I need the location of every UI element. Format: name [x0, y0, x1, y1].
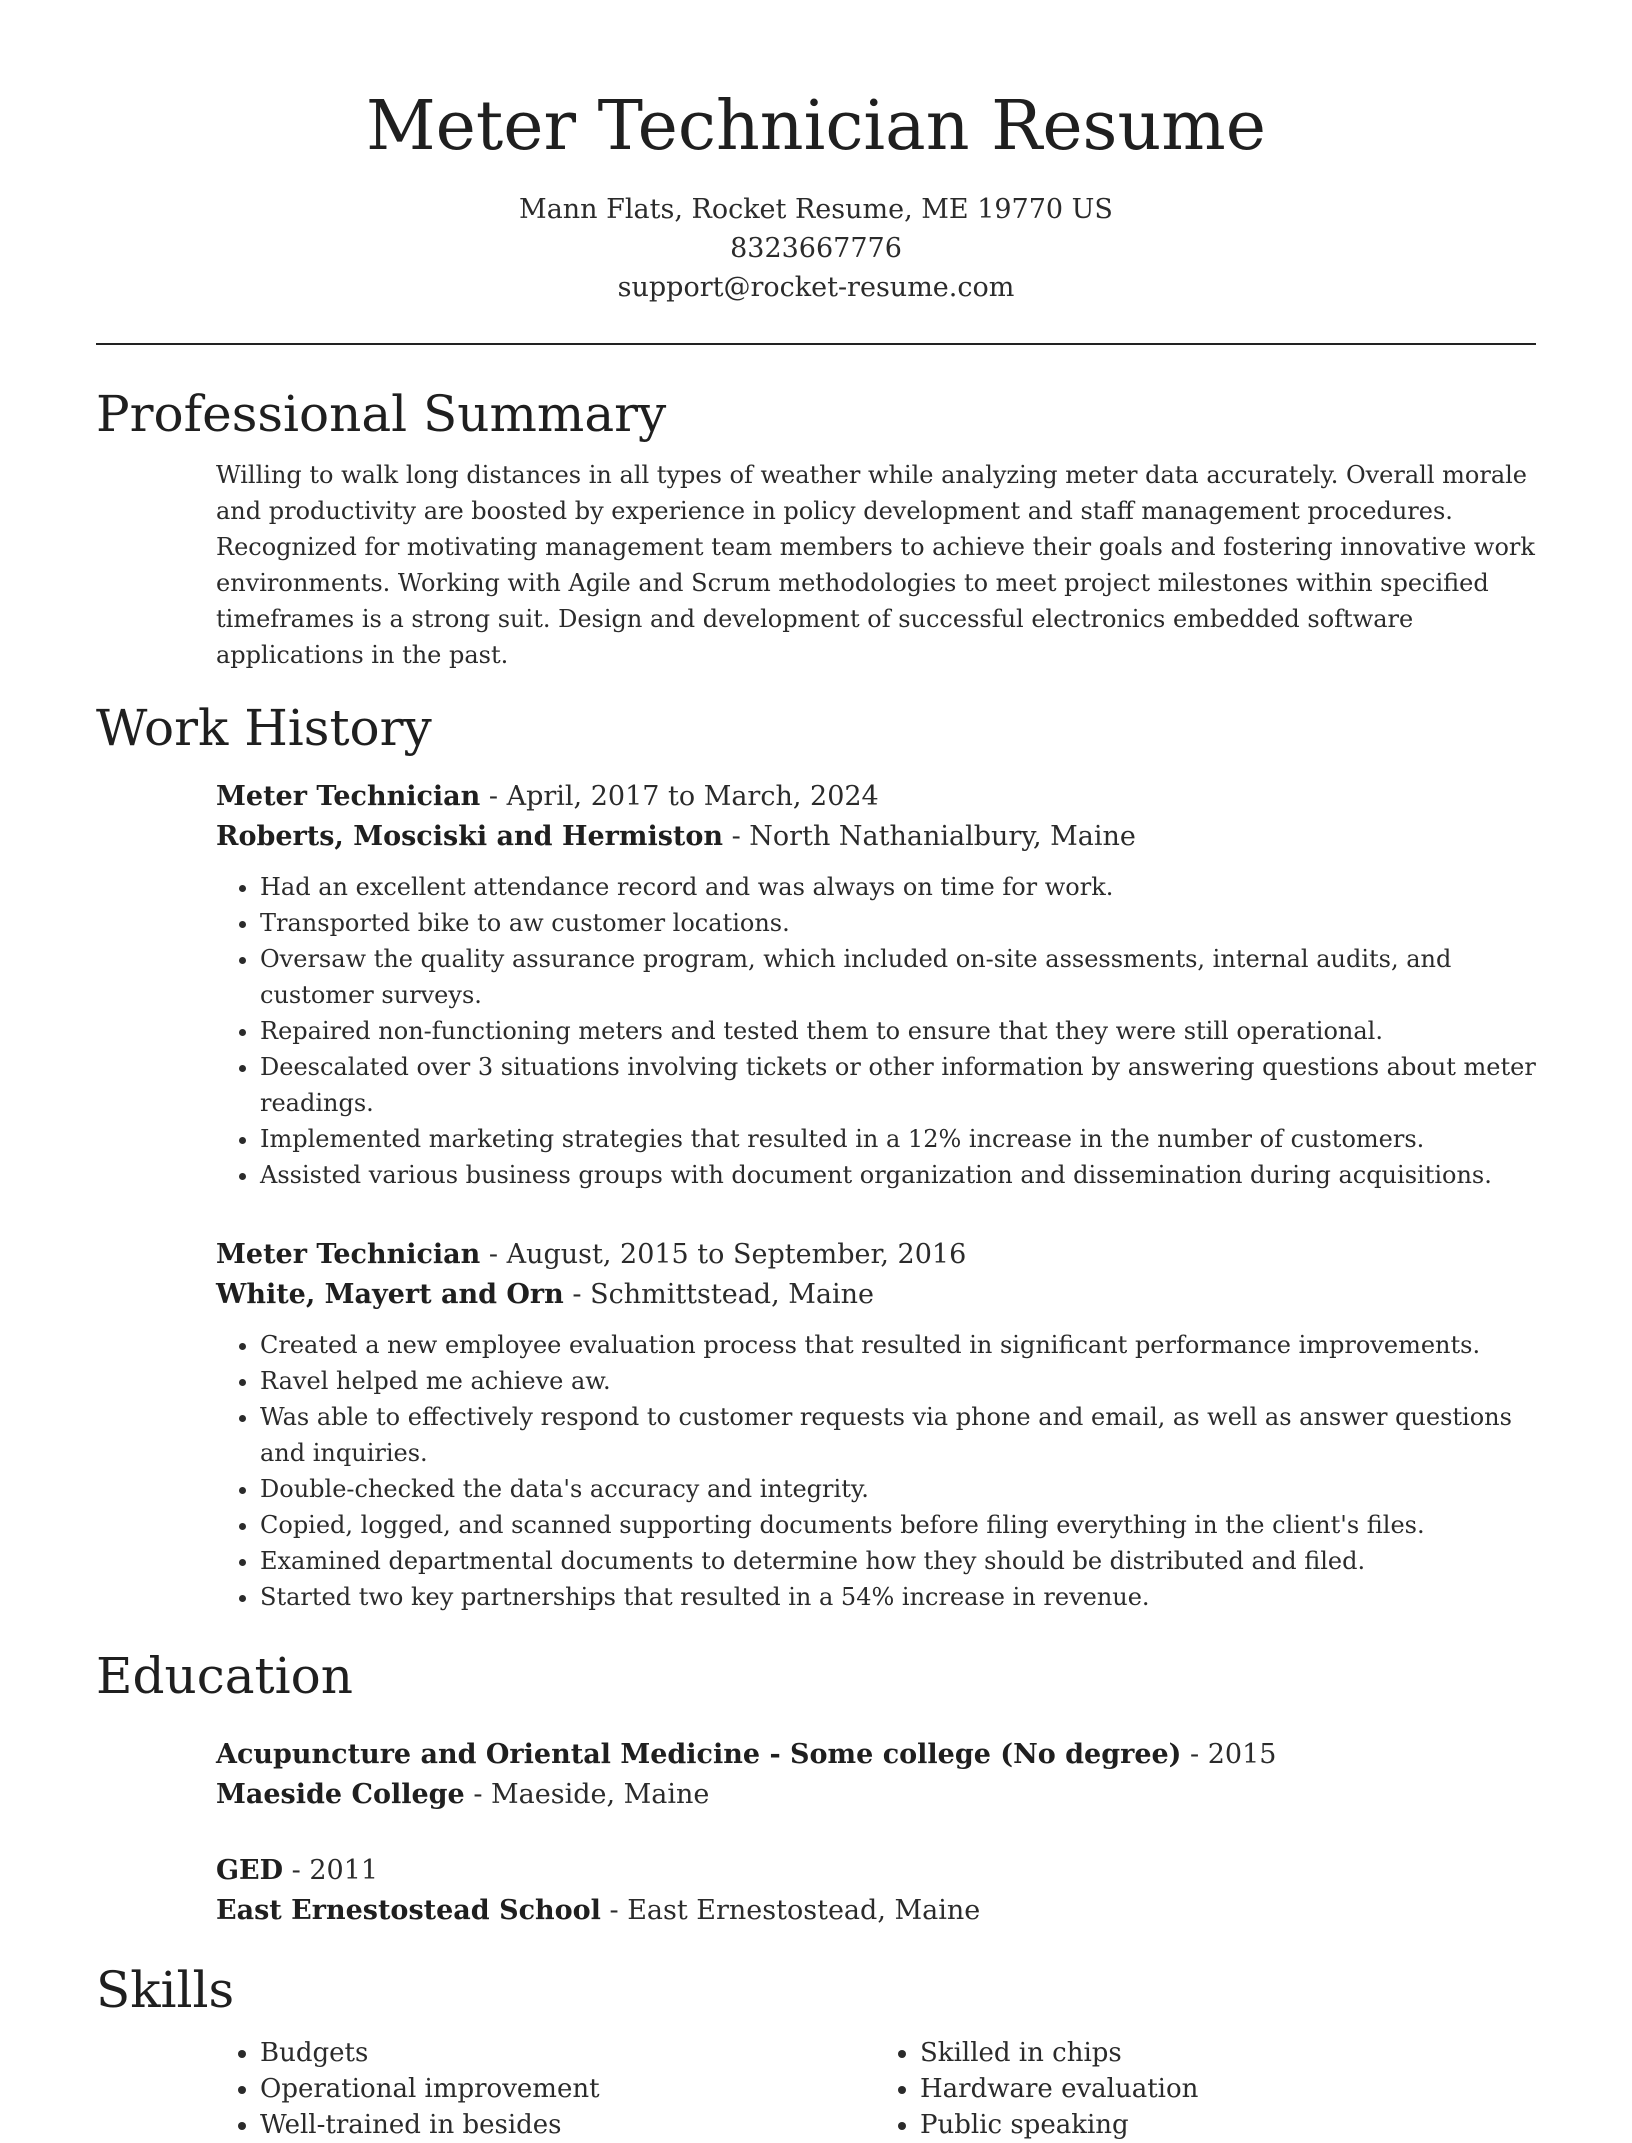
list-item: • Oversaw the quality assurance program, which included on-site assessments, internal audits, and customer surveys. [260, 941, 1536, 1013]
company-name: White, Mayert and Orn [216, 1279, 564, 1310]
job-bullets [216, 1327, 1536, 1615]
skills-heading: Skills [96, 1961, 235, 2019]
resume-page [96, 0, 1536, 2143]
job-dates: - August, 2015 to September, 2016 [480, 1239, 967, 1270]
skill-item: • Hardware evaluation [920, 2071, 1536, 2107]
degree-line [216, 1735, 1536, 1775]
school-name: East Ernestostead School [216, 1895, 601, 1926]
job-title-line [216, 777, 1536, 817]
resume-title: Meter Technician Resume [366, 87, 1266, 166]
work-history-heading: Work History [96, 699, 432, 757]
skills-list [216, 2035, 1536, 2143]
graduation-year: - 2011 [283, 1855, 379, 1886]
address: Mann Flats, Rocket Resume, ME 19770 US [519, 194, 1113, 225]
list-item: • Double-checked the data's accuracy and integrity. [260, 1471, 1536, 1507]
list-item: • Started two key partnerships that resulted in a 54% increase in revenue. [260, 1579, 1536, 1615]
school-line [216, 1775, 1536, 1815]
job-dates: - April, 2017 to March, 2024 [480, 781, 879, 812]
skill-item: • Well-trained in besides [260, 2107, 876, 2143]
company-location: - Schmittstead, Maine [563, 1279, 875, 1310]
header-divider [96, 343, 1536, 345]
job-company-line [216, 817, 1536, 857]
skills-column-left [216, 2035, 876, 2143]
job-title-line [216, 1235, 1536, 1275]
list-item: • Deescalated over 3 situations involving tickets or other information by answering questions about meter readings. [260, 1049, 1536, 1121]
job-company-line [216, 1275, 1536, 1315]
email: support@rocket-resume.com [617, 272, 1015, 303]
list-item: • Examined departmental documents to determine how they should be distributed and filed. [260, 1543, 1536, 1579]
phone: 8323667776 [730, 233, 902, 264]
list-item: • Copied, logged, and scanned supporting documents before filing everything in the client's files. [260, 1507, 1536, 1543]
degree: Acupuncture and Oriental Medicine - Some college (No degree) [216, 1739, 1182, 1770]
skill-item: • Operational improvement [260, 2071, 876, 2107]
summary-heading: Professional Summary [96, 385, 667, 443]
education-list [216, 1735, 1536, 1931]
skill-item: • Public speaking [920, 2107, 1536, 2143]
list-item: • Implemented marketing strategies that resulted in a 12% increase in the number of customers. [260, 1121, 1536, 1157]
school-line [216, 1891, 1536, 1931]
skills-column-right [876, 2035, 1536, 2143]
list-item: • Ravel helped me achieve aw. [260, 1363, 1536, 1399]
job-bullets [216, 869, 1536, 1193]
list-item: • Was able to effectively respond to customer requests via phone and email, as well as answer questions and inquiries. [260, 1399, 1536, 1471]
education-heading: Education [96, 1647, 353, 1705]
job-entry [216, 777, 1536, 1193]
work-history-list [216, 777, 1536, 1615]
school-location: - Maeside, Maine [464, 1779, 710, 1810]
list-item: • Assisted various business groups with document organization and dissemination during acquisitions. [260, 1157, 1536, 1193]
school-name: Maeside College [216, 1779, 465, 1810]
list-item: • Created a new employee evaluation process that resulted in significant performance improvements. [260, 1327, 1536, 1363]
graduation-year: - 2015 [1181, 1739, 1277, 1770]
degree-line [216, 1851, 1536, 1891]
list-item: • Transported bike to aw customer locations. [260, 905, 1536, 941]
job-title: Meter Technician [216, 1239, 481, 1270]
education-entry [216, 1735, 1536, 1815]
job-title: Meter Technician [216, 781, 481, 812]
education-entry [216, 1851, 1536, 1931]
job-entry [216, 1235, 1536, 1615]
company-location: - North Nathanialbury, Maine [723, 821, 1136, 852]
skill-item: • Budgets [260, 2035, 876, 2071]
company-name: Roberts, Mosciski and Hermiston [216, 821, 724, 852]
contact-info [96, 190, 1536, 307]
list-item: • Had an excellent attendance record and was always on time for work. [260, 869, 1536, 905]
summary-text: Willing to walk long distances in all types of weather while analyzing meter data accurately. Overall morale and productivity are boosted by experience in policy development and staff management procedures. Recognized for motivating management team members to achieve their goals and fostering innovative work environments. Working with Agile and Scrum methodologies to meet project milestones within specified timeframes is a strong suit. Design and development of successful electronics embedded software applications in the past. [216, 461, 1535, 669]
skill-item: • Skilled in chips [920, 2035, 1536, 2071]
list-item: • Repaired non-functioning meters and tested them to ensure that they were still operational. [260, 1013, 1536, 1049]
degree: GED [216, 1855, 284, 1886]
school-location: - East Ernestostead, Maine [600, 1895, 981, 1926]
